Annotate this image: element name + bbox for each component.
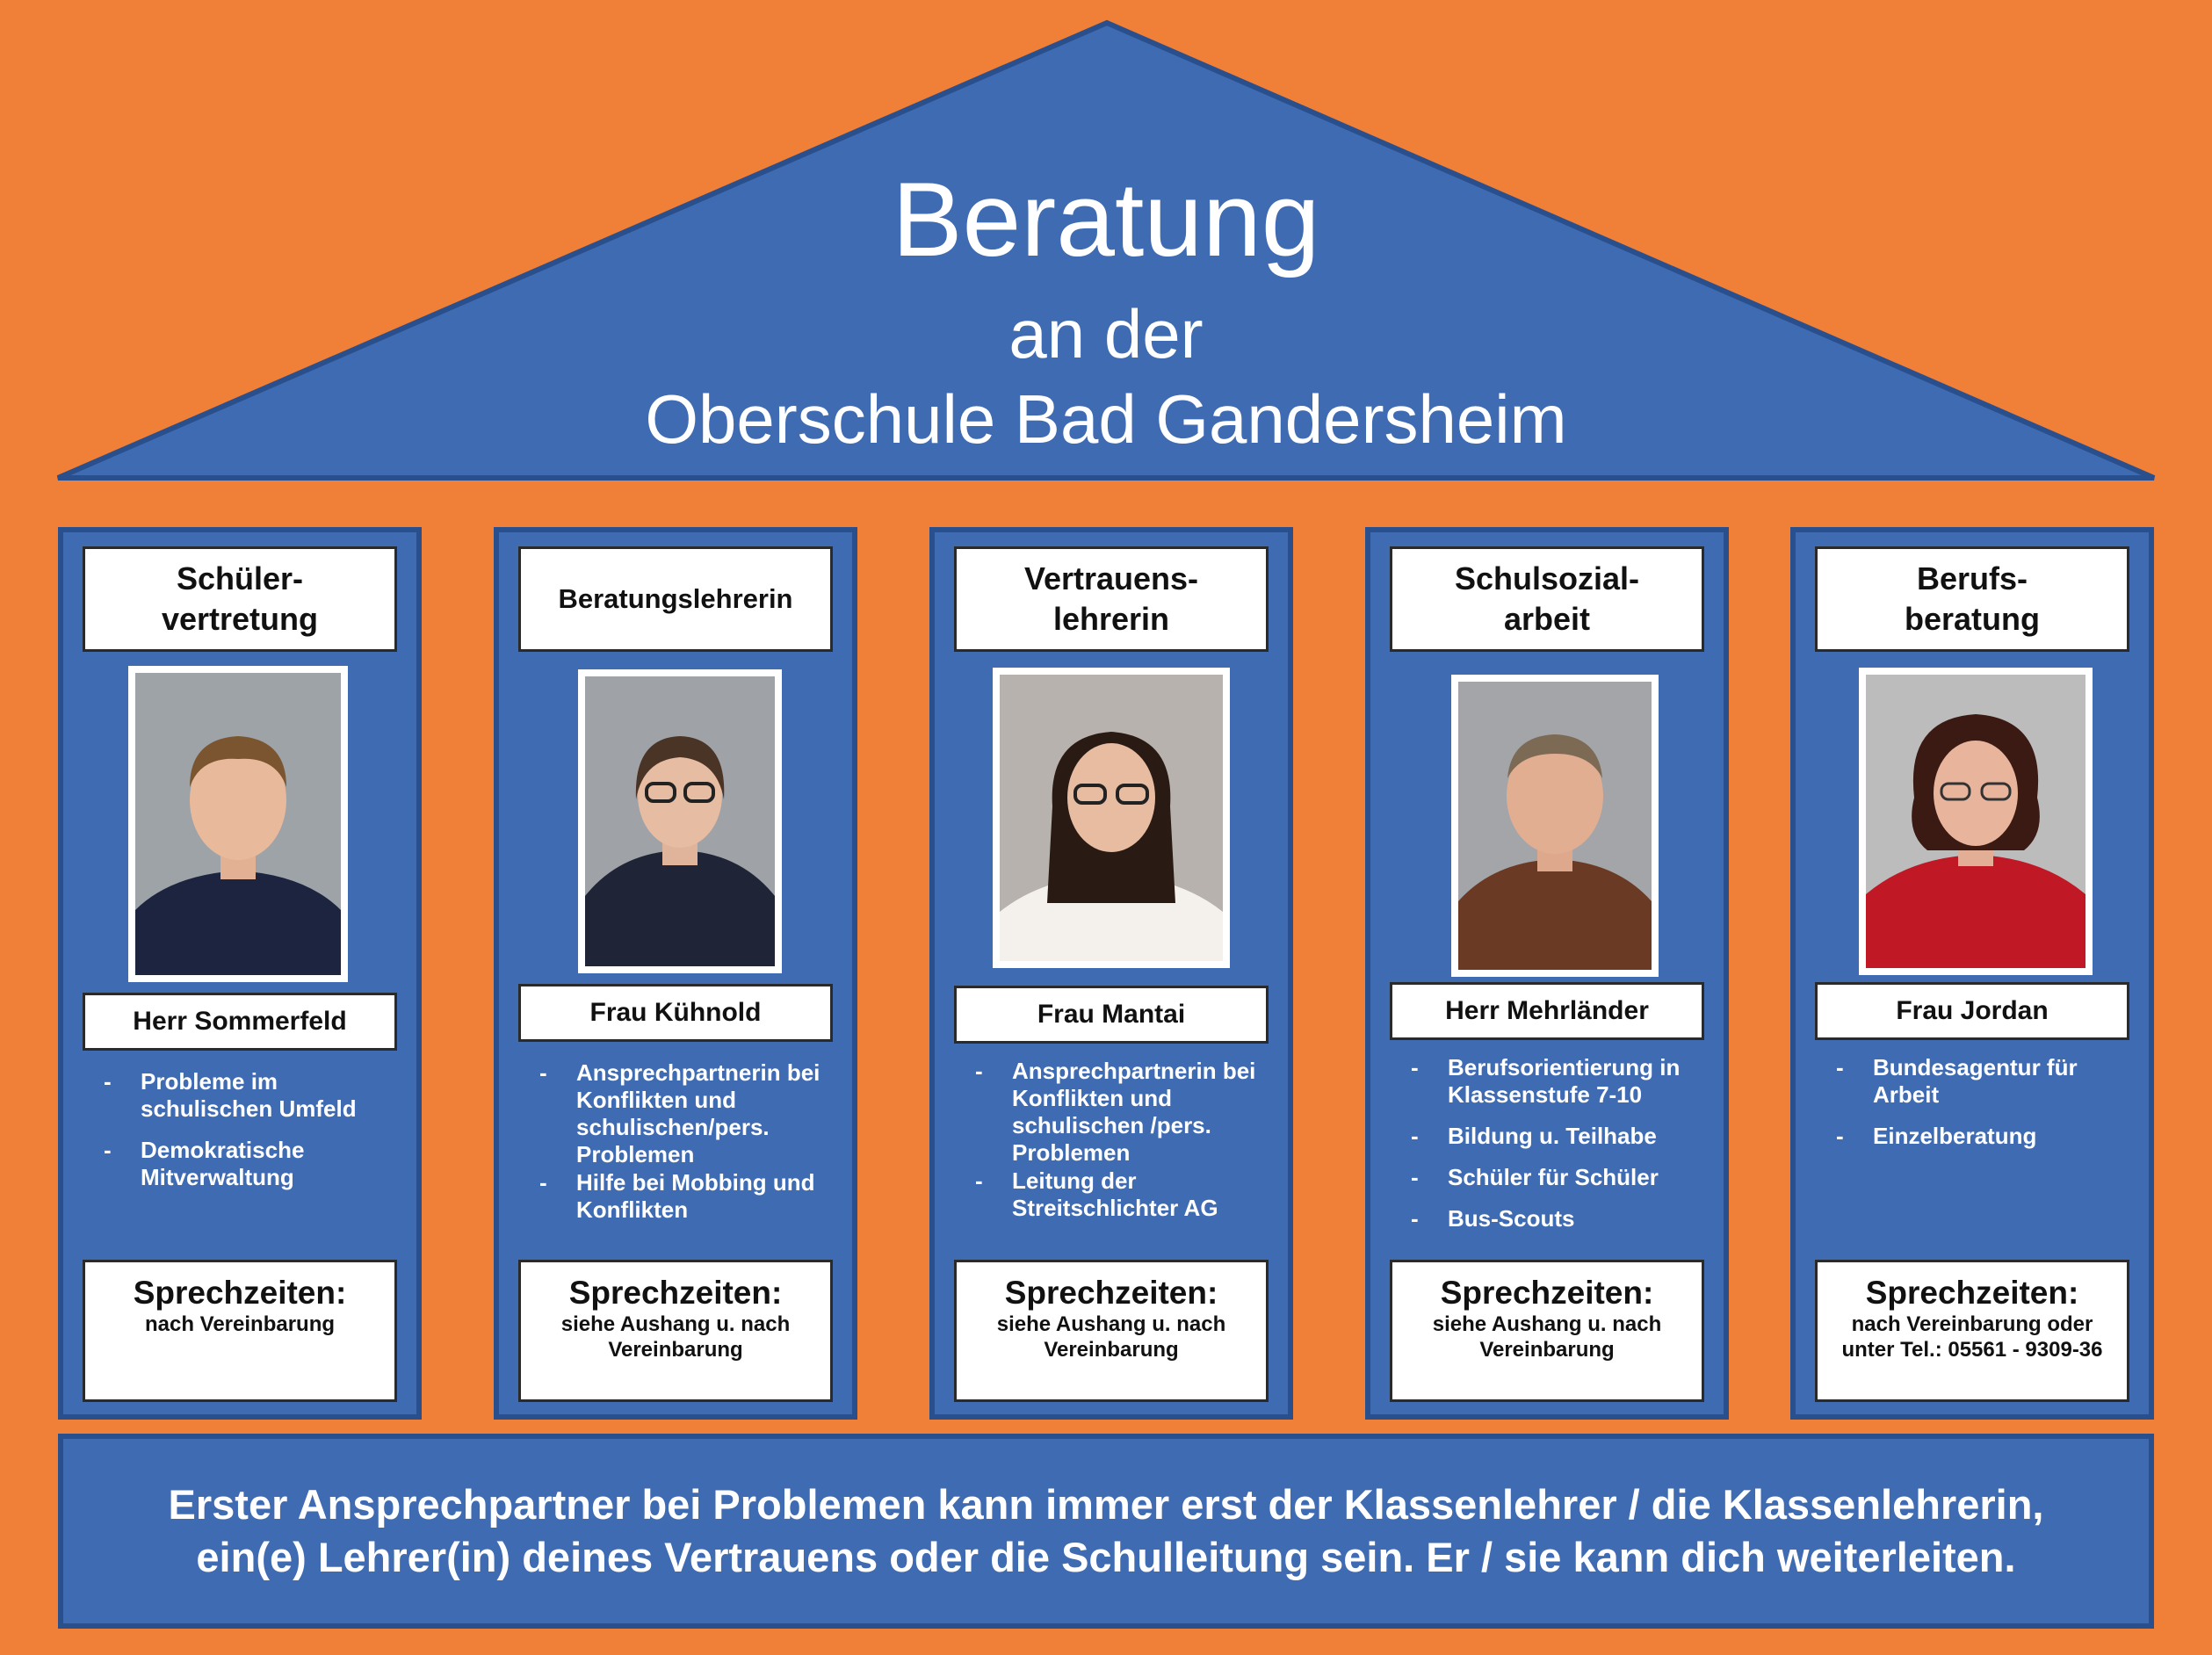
list-item: - Ansprechpartnerin bei Konflikten und schulischen /pers. Problemen xyxy=(956,1058,1272,1167)
portrait-photo xyxy=(128,666,348,982)
office-hours-box xyxy=(954,1260,1269,1402)
office-hours-title: Sprechzeiten: xyxy=(568,1275,783,1311)
footer-line: Erster Ansprechpartner bei Problemen kann immer erst der Klassenlehrer / die Klassenlehrerin, xyxy=(168,1481,2044,1528)
pillar-heading: Schüler- vertretung xyxy=(83,546,397,652)
pillar-schuelervertretung xyxy=(58,527,422,1420)
pillar-berufsberatung xyxy=(1790,527,2154,1420)
office-hours-box xyxy=(518,1260,833,1402)
office-hours-text: nach Vereinbarung oder unter Tel.: 05561 - 9309-36 xyxy=(1841,1312,2103,1362)
list-item: - Einzelberatung xyxy=(1817,1123,2133,1150)
office-hours-title: Sprechzeiten: xyxy=(1004,1275,1218,1311)
person-name: Herr Sommerfeld xyxy=(83,993,397,1051)
pillar-schulsozialarbeit xyxy=(1365,527,1729,1420)
office-hours-title: Sprechzeiten: xyxy=(133,1275,347,1311)
list-item: - Ansprechpartnerin bei Konflikten und schulischen/pers. Problemen xyxy=(520,1059,836,1168)
topic-list xyxy=(84,1068,401,1205)
list-item: - Demokratische Mitverwaltung xyxy=(84,1137,401,1191)
pillar-heading: Schulsozial- arbeit xyxy=(1390,546,1704,652)
page-subtitle-line: an der xyxy=(1008,295,1204,372)
topic-list xyxy=(1392,1054,1708,1247)
list-item: - Schüler für Schüler xyxy=(1392,1164,1708,1191)
footer-note xyxy=(58,1434,2154,1629)
topic-list xyxy=(520,1059,836,1225)
list-item: - Bundesagentur für Arbeit xyxy=(1817,1054,2133,1109)
pillar-heading: Vertrauens- lehrerin xyxy=(954,546,1269,652)
portrait-photo xyxy=(578,669,782,973)
footer-line: ein(e) Lehrer(in) deines Vertrauens oder die Schulleitung sein. Er / sie kann dich weiterleiten. xyxy=(196,1534,2016,1580)
portrait-photo xyxy=(1859,668,2093,975)
portrait-photo xyxy=(993,668,1230,968)
office-hours-text: siehe Aushang u. nach Vereinbarung xyxy=(996,1312,1226,1362)
office-hours-title: Sprechzeiten: xyxy=(1440,1275,1654,1311)
person-name: Frau Jordan xyxy=(1815,982,2129,1040)
office-hours-box xyxy=(83,1260,397,1402)
pillar-heading: Berufs- beratung xyxy=(1815,546,2129,652)
office-hours-box xyxy=(1390,1260,1704,1402)
list-item: - Leitung der Streitschlichter AG xyxy=(956,1167,1272,1222)
person-name: Frau Kühnold xyxy=(518,984,833,1042)
list-item: - Bus-Scouts xyxy=(1392,1205,1708,1232)
person-name: Frau Mantai xyxy=(954,986,1269,1044)
pillar-heading: Beratungslehrerin xyxy=(518,546,833,652)
list-item: - Hilfe bei Mobbing und Konflikten xyxy=(520,1169,836,1224)
pillar-beratungslehrerin xyxy=(494,527,857,1420)
list-item: - Bildung u. Teilhabe xyxy=(1392,1123,1708,1150)
list-item: - Berufsorientierung in Klassenstufe 7-10 xyxy=(1392,1054,1708,1109)
office-hours-box xyxy=(1815,1260,2129,1402)
office-hours-text: siehe Aushang u. nach Vereinbarung xyxy=(1432,1312,1662,1362)
office-hours-title: Sprechzeiten: xyxy=(1865,1275,2079,1311)
list-item: - Probleme im schulischen Umfeld xyxy=(84,1068,401,1123)
topic-list xyxy=(956,1058,1272,1223)
portrait-photo xyxy=(1451,675,1659,977)
school-name: Oberschule Bad Gandersheim xyxy=(645,380,1567,458)
pillar-vertrauenslehrerin xyxy=(929,527,1293,1420)
office-hours-text: nach Vereinbarung xyxy=(144,1312,336,1336)
person-name: Herr Mehrländer xyxy=(1390,982,1704,1040)
page-title: Beratung xyxy=(892,161,1320,278)
topic-list xyxy=(1817,1054,2133,1164)
office-hours-text: siehe Aushang u. nach Vereinbarung xyxy=(560,1312,791,1362)
